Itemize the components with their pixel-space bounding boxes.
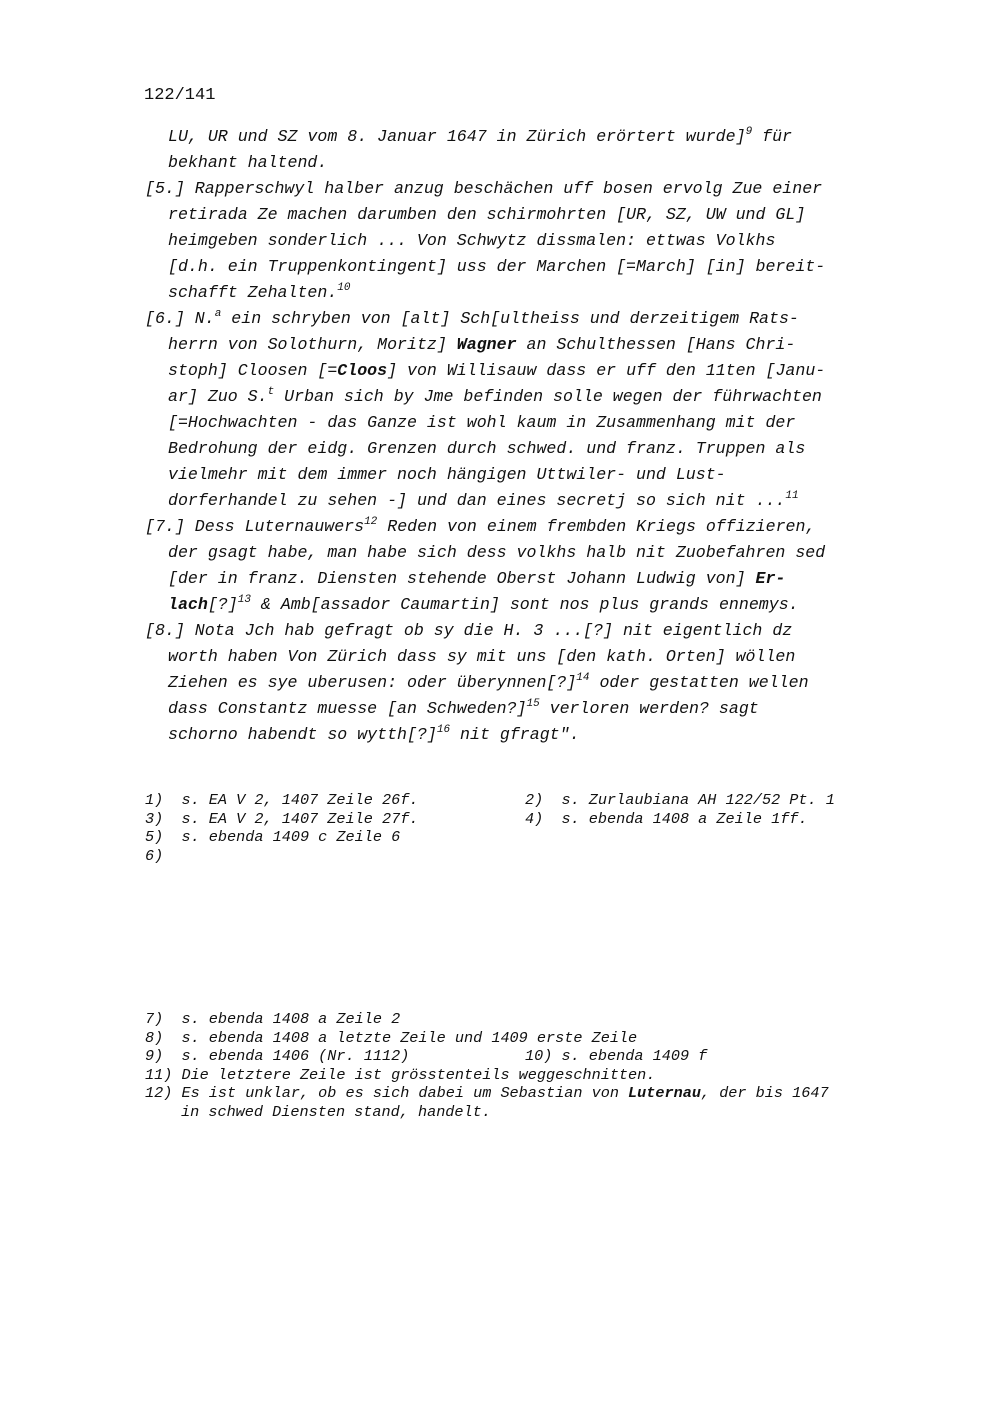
text-line: retirada Ze machen darumben den schirmohrten [UR, SZ, UW und GL] bbox=[168, 205, 806, 224]
text-line: der gsagt habe, man habe sich dess volkhs halb nit Zuobefahren sed bbox=[168, 543, 826, 562]
footnote-row: in schwed Diensten stand, handelt. bbox=[181, 1102, 491, 1121]
text-line: heimgeben sonderlich ... Von Schwytz dissmalen: ettwas Volkhs bbox=[168, 231, 776, 250]
footnotes-upper bbox=[145, 791, 925, 865]
footnote-row: 5) s. ebenda 1409 c Zeile 6 bbox=[145, 828, 401, 846]
text-line: [d.h. ein Truppenkontingent] uss der Marchen [=March] [in] bereit- bbox=[168, 257, 826, 276]
text-line: vielmehr mit dem immer noch hängigen Uttwiler- und Lust- bbox=[168, 465, 726, 484]
main-text bbox=[145, 124, 915, 748]
text-line: dass Constantz muesse [an Schweden?]$^{15}$ verloren werden? sagt bbox=[168, 698, 759, 718]
footnotes-lower bbox=[145, 1010, 925, 1121]
footnote-row: 8) s. ebenda 1408 a letzte Zeile und 1409 erste Zeile bbox=[145, 1028, 638, 1047]
text-line: stoph] Cloosen [=Cloos] von Willisauw dass er uff den 11ten [Janu- bbox=[168, 361, 826, 380]
text-line: Ziehen es sye uberusen: oder überynnen[?]$^{14}$ oder gestatten wellen bbox=[168, 672, 809, 692]
text-line: bekhant haltend. bbox=[168, 153, 328, 172]
footnote-row: 11) Die letztere Zeile ist grösstenteils weggeschnitten. bbox=[145, 1065, 656, 1084]
text-line: schorno habendt so wytth[?]$^{16}$ nit gfragt". bbox=[168, 724, 580, 744]
footnote-row: 1) s. EA V 2, 1407 Zeile 26f. 2) s. Zurlaubiana AH 122/52 Pt. 1 bbox=[145, 791, 835, 809]
text-line: lach[?]$^{13}$ & Amb[assador Caumartin] sont nos plus grands ennemys. bbox=[168, 594, 799, 614]
text-line: [5.] Rapperschwyl halber anzug beschächen uff bosen ervolg Zue einer bbox=[145, 179, 823, 198]
text-line: [8.] Nota Jch hab gefragt ob sy die H. 3 ...[?] nit eigentlich dz bbox=[145, 621, 793, 640]
text-line: [6.] N.$^a$ ein schryben von [alt] Sch[ultheiss und derzeitigem Rats- bbox=[145, 308, 799, 328]
text-line: ar] Zuo S.$^t$ Urban sich by Jme befinden solle wegen der führwachten bbox=[168, 386, 822, 406]
text-line: [=Hochwachten - das Ganze ist wohl kaum in Zusammenhang mit der bbox=[168, 413, 796, 432]
text-line: Bedrohung der eidg. Grenzen durch schwed. und franz. Truppen als bbox=[168, 439, 806, 458]
text-line: worth haben Von Zürich dass sy mit uns [den kath. Orten] wöllen bbox=[168, 647, 796, 666]
text-line: [der in franz. Diensten stehende Oberst Johann Ludwig von] Er- bbox=[168, 569, 786, 588]
text-line: LU, UR und SZ vom 8. Januar 1647 in Zürich erörtert wurde]$^9$ für bbox=[168, 126, 793, 146]
text-line: [7.] Dess Luternauwers$^{12}$ Reden von einem frembden Kriegs offizieren, bbox=[145, 516, 816, 536]
footnote-row: 6) bbox=[145, 846, 164, 865]
footnote-row: 7) s. ebenda 1408 a Zeile 2 bbox=[145, 1010, 401, 1028]
text-line: schafft Zehalten.$^{10}$ bbox=[168, 282, 351, 302]
footnote-row: 3) s. EA V 2, 1407 Zeile 27f. 4) s. ebenda 1408 a Zeile 1ff. bbox=[145, 809, 808, 828]
footnote-row: 12) Es ist unklar, ob es sich dabei um Sebastian von Luternau, der bis 1647 bbox=[145, 1084, 829, 1102]
text-line: dorferhandel zu sehen -] und dan eines secretj so sich nit ...$^{11}$ bbox=[168, 490, 799, 510]
footnote-row: 9) s. ebenda 1406 (Nr. 1112) 10) s. ebenda 1409 f bbox=[145, 1047, 708, 1065]
page-number: 122/141 bbox=[144, 86, 216, 105]
text-line: herrn von Solothurn, Moritz] Wagner an Schulthessen [Hans Chri- bbox=[168, 335, 796, 354]
